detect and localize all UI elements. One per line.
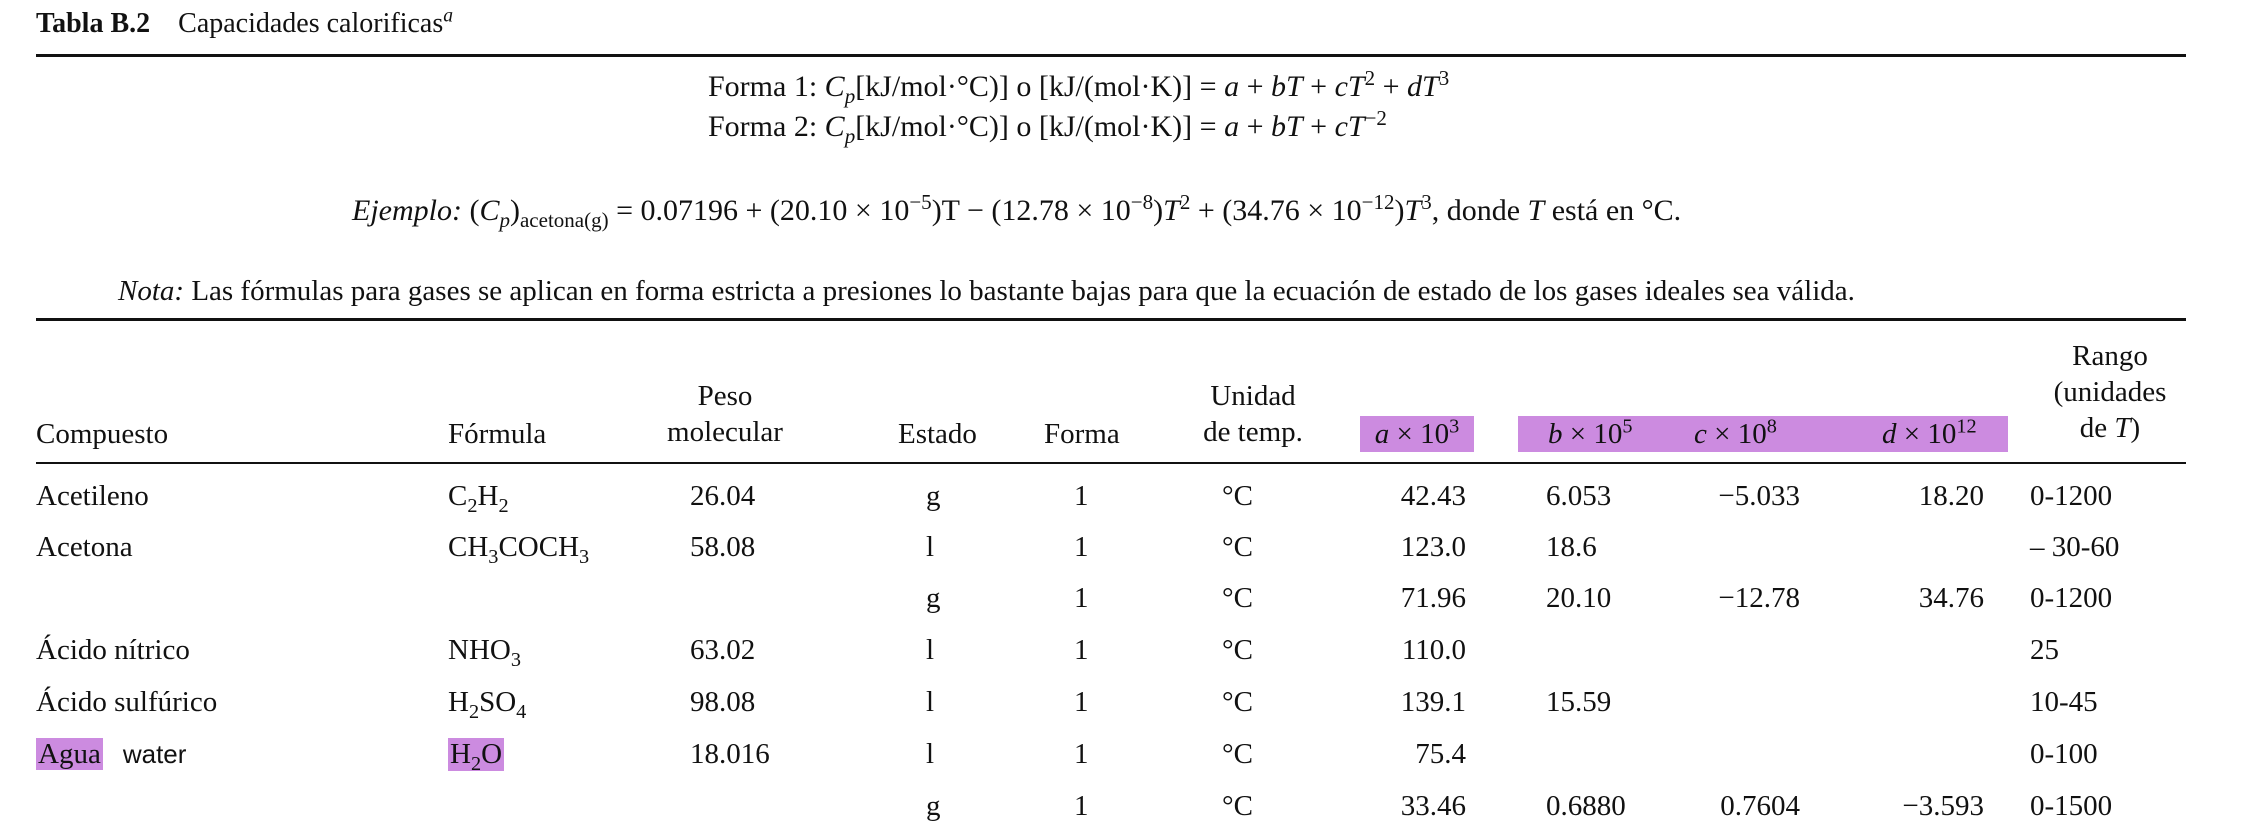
cell-formula: $NHO_3$ (448, 634, 521, 671)
cell-range: 0-1200 (2030, 582, 2113, 614)
cell-mw: 98.08 (690, 686, 756, 718)
cell-mw: 63.02 (690, 634, 756, 666)
table-title-text: Capacidades calorificas (178, 8, 444, 39)
cell-unit: °C (1222, 582, 1253, 614)
note (118, 275, 1855, 308)
col-header-unit-line1: Unidad (1210, 380, 1296, 412)
cell-a: 139.1 (1400, 686, 1466, 718)
cell-range: 0-100 (2030, 738, 2098, 770)
note-text: Las fórmulas para gases se aplican en forma estricta a presiones lo bastante bajas para que la ecuación de estado de los gases ideales sea válida. (191, 275, 1855, 307)
cell-mw: 58.08 (690, 531, 756, 563)
col-header-range-line3: de T) (2079, 412, 2141, 444)
table-title (36, 5, 454, 40)
cell-range: 10-45 (2030, 686, 2098, 718)
cell-compound (36, 738, 186, 771)
cell-state: g (926, 582, 941, 614)
cell-unit: °C (1222, 480, 1253, 512)
cell-form: 1 (1074, 686, 1089, 718)
col-header-state: Estado (898, 418, 977, 450)
col-header-b: $b \times 10^5$ (1548, 415, 1633, 450)
cell-state: l (926, 531, 935, 563)
col-header-d: $d \times 10^{12}$ (1882, 415, 1977, 450)
form-2-equation: Forma 2: $C_p[kJ/mol\cdot^\circ C)$] o [kJ/(mol·K)] = a + bT + $cT^{-2}$ (708, 106, 1387, 148)
example-equation: Ejemplo: $(C_p)_{acetona(g)} = 0.07196 + (20.10 \times 10^{-5})T - (12.78 \times 10^{-8})T^2 + (34.76 \times 10^{-12})T^3$, donde T está en °C. (352, 190, 1682, 232)
header-bottom-rule (36, 462, 2186, 464)
table-label: Tabla B.2 (36, 8, 151, 39)
cell-b: 15.59 (1546, 686, 1612, 718)
cell-a: 71.96 (1400, 582, 1466, 614)
cell-unit: °C (1222, 790, 1253, 822)
cell-formula: $H_2O$ (450, 738, 503, 775)
col-header-a: $a \times 10^3$ (1360, 416, 1474, 452)
cell-form: 1 (1074, 738, 1089, 770)
cell-form: 1 (1074, 634, 1089, 666)
col-header-mw-line2: molecular (667, 416, 783, 448)
cell-b: 0.6880 (1546, 790, 1626, 822)
highlighted-compound: Agua (38, 738, 101, 770)
col-header-compound: Compuesto (36, 418, 169, 450)
cell-form: 1 (1074, 531, 1089, 563)
cell-form: 1 (1074, 790, 1089, 822)
cell-range: 25 (2030, 634, 2059, 666)
col-header-c: $c \times 10^8$ (1694, 415, 1777, 450)
cell-a: 110.0 (1401, 634, 1466, 666)
cell-range: – 30-60 (2030, 531, 2120, 563)
cell-range: 0-1200 (2030, 480, 2113, 512)
cell-state: l (926, 686, 935, 718)
cell-c: 0.7604 (1720, 790, 1800, 822)
cell-unit: °C (1222, 738, 1253, 770)
cell-state: l (926, 738, 935, 770)
col-header-range-line1: Rango (2072, 340, 2148, 372)
cell-formula: $C_2H_2$ (448, 480, 509, 517)
cell-mw: 26.04 (690, 480, 756, 512)
cell-a: 33.46 (1400, 790, 1466, 822)
cell-unit: °C (1222, 686, 1253, 718)
cell-b: 20.10 (1546, 582, 1612, 614)
handwritten-annotation: water (122, 739, 187, 769)
col-header-range (2040, 338, 2180, 446)
title-footnote-mark: a (443, 5, 454, 27)
cell-unit: °C (1222, 634, 1253, 666)
header-top-rule (36, 318, 2186, 321)
cell-compound: Ácido nítrico (36, 634, 190, 666)
cell-state: l (926, 634, 935, 666)
col-header-mw (640, 378, 810, 450)
cell-a: 123.0 (1400, 531, 1466, 563)
cell-c: −5.033 (1718, 480, 1800, 512)
col-header-formula: Fórmula (448, 418, 547, 450)
form-1-equation: Forma 1: $C_p[kJ/mol\cdot^\circ C)$] o [kJ/(mol·K)] = a + bT + $cT^2 + dT^3$ (708, 66, 1450, 108)
cell-compound: Acetona (36, 531, 133, 563)
cell-state: g (926, 790, 941, 822)
cell-state: g (926, 480, 941, 512)
cell-range: 0-1500 (2030, 790, 2113, 822)
cell-d: 18.20 (1918, 480, 1984, 512)
col-header-mw-line1: Peso (697, 380, 753, 412)
cell-a: 75.4 (1415, 738, 1466, 770)
cell-formula: $H_2SO_4$ (448, 686, 527, 723)
cell-c: −12.78 (1718, 582, 1800, 614)
col-header-form: Forma (1044, 418, 1120, 450)
cell-unit: °C (1222, 531, 1253, 563)
cell-b: 6.053 (1546, 480, 1612, 512)
top-rule (36, 54, 2186, 57)
col-header-unit-line2: de temp. (1203, 416, 1303, 448)
note-label: Nota: (118, 275, 185, 307)
cell-mw: 18.016 (690, 738, 770, 770)
cell-d: 34.76 (1918, 582, 1984, 614)
cell-compound: Ácido sulfúrico (36, 686, 218, 718)
col-header-unit (1178, 378, 1328, 450)
cell-formula: $CH_3COCH_3$ (448, 531, 590, 568)
cell-form: 1 (1074, 480, 1089, 512)
cell-d: −3.593 (1902, 790, 1984, 822)
col-header-range-line2: (unidades (2053, 376, 2167, 408)
cell-b: 18.6 (1546, 531, 1597, 563)
cell-form: 1 (1074, 582, 1089, 614)
cell-a: 42.43 (1400, 480, 1466, 512)
cell-compound: Acetileno (36, 480, 149, 512)
